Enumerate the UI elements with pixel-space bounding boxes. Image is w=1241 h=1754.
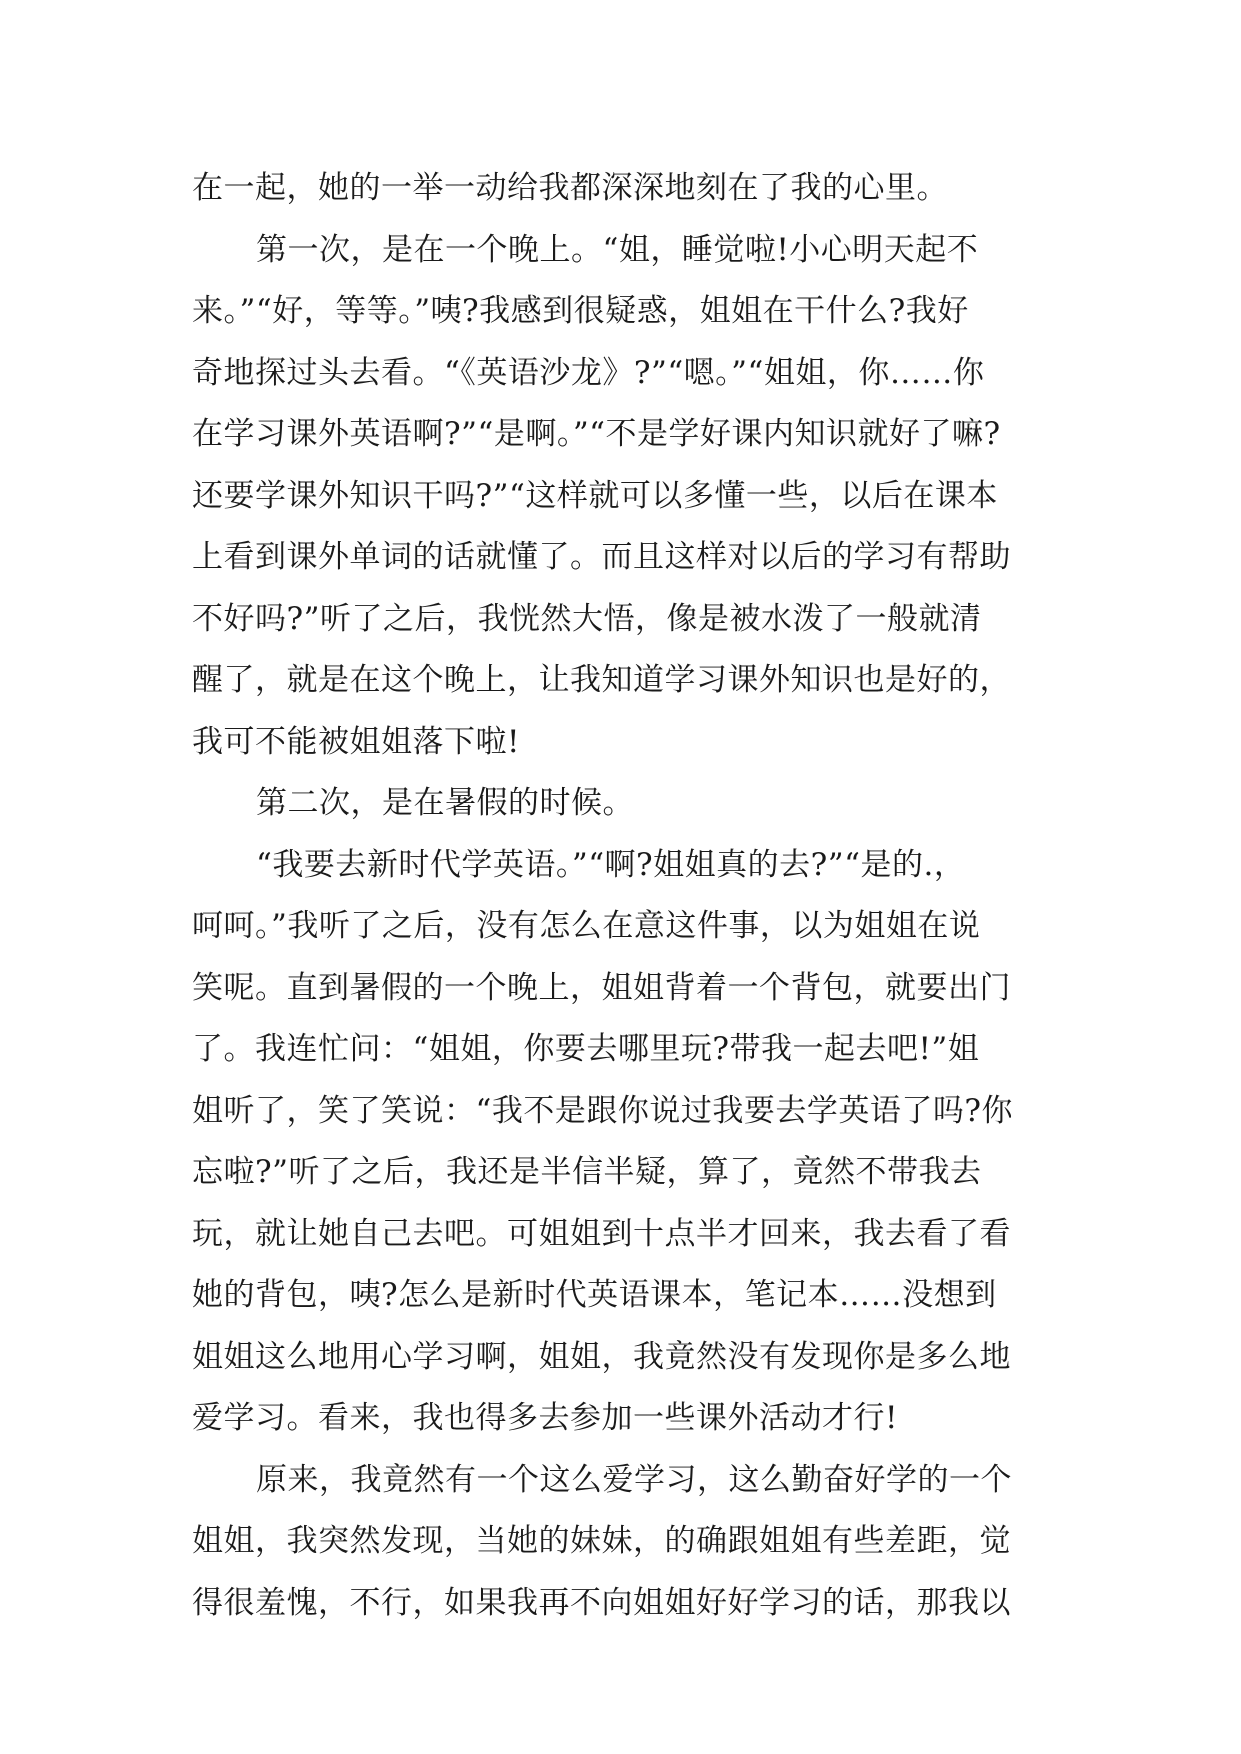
- text-line: 她的背包，咦?怎么是新时代英语课本，笔记本……没想到: [192, 1277, 997, 1313]
- text-line: “我要去新时代学英语。”“啊?姐姐真的去?”“是的.，: [256, 846, 966, 883]
- text-line: 姐姐这么地用心学习啊，姐姐，我竟然没有发现你是多么地: [192, 1338, 1011, 1375]
- text-line: 第二次，是在暑假的时候。: [256, 785, 634, 821]
- text-line: 得很羞愧，不行，如果我再不向姐姐好好学习的话，那我以: [192, 1584, 1011, 1621]
- text-line: 来。”“好，等等。”咦?我感到很疑惑，姐姐在干什么?我好: [192, 293, 969, 329]
- text-line: 我可不能被姐姐落下啦!: [192, 723, 520, 760]
- text-line: 笑呢。直到暑假的一个晚上，姐姐背着一个背包，就要出门: [192, 969, 1011, 1006]
- text-line: 在学习课外英语啊?”“是啊。”“不是学好课内知识就好了嘛?: [192, 416, 1001, 452]
- text-line: 奇地探过头去看。“《英语沙龙》?”“嗯。”“姐姐，你……你: [192, 354, 985, 391]
- body-text: [192, 158, 1072, 1634]
- text-line: 不好吗?”听了之后，我恍然大悟，像是被水泼了一般就清: [192, 600, 982, 637]
- text-line: 还要学课外知识干吗?”“这样就可以多懂一些，以后在课本: [192, 477, 998, 514]
- text-line: 爱学习。看来，我也得多去参加一些课外活动才行!: [192, 1400, 898, 1436]
- text-line: 上看到课外单词的话就懂了。而且这样对以后的学习有帮助: [192, 539, 1011, 575]
- text-line: 了。我连忙问：“姐姐，你要去哪里玩?带我一起去吧!”姐: [192, 1031, 980, 1067]
- text-line: 原来，我竟然有一个这么爱学习，这么勤奋好学的一个: [256, 1461, 1012, 1498]
- text-line: 呵呵。”我听了之后，没有怎么在意这件事，以为姐姐在说: [192, 908, 981, 944]
- text-line: 玩，就让她自己去吧。可姐姐到十点半才回来，我去看了看: [192, 1215, 1011, 1252]
- text-line: 姐姐，我突然发现，当她的妹妹，的确跟姐姐有些差距，觉: [192, 1523, 1011, 1559]
- text-line: 第一次，是在一个晚上。“姐，睡觉啦!小心明天起不: [256, 231, 979, 268]
- text-line: 姐听了，笑了笑说：“我不是跟你说过我要去学英语了吗?你: [192, 1092, 1013, 1129]
- text-line: 在一起，她的一举一动给我都深深地刻在了我的心里。: [192, 170, 948, 206]
- text-line: 醒了，就是在这个晚上，让我知道学习课外知识也是好的，: [192, 662, 1011, 698]
- text-line: 忘啦?”听了之后，我还是半信半疑，算了，竟然不带我去: [192, 1154, 982, 1190]
